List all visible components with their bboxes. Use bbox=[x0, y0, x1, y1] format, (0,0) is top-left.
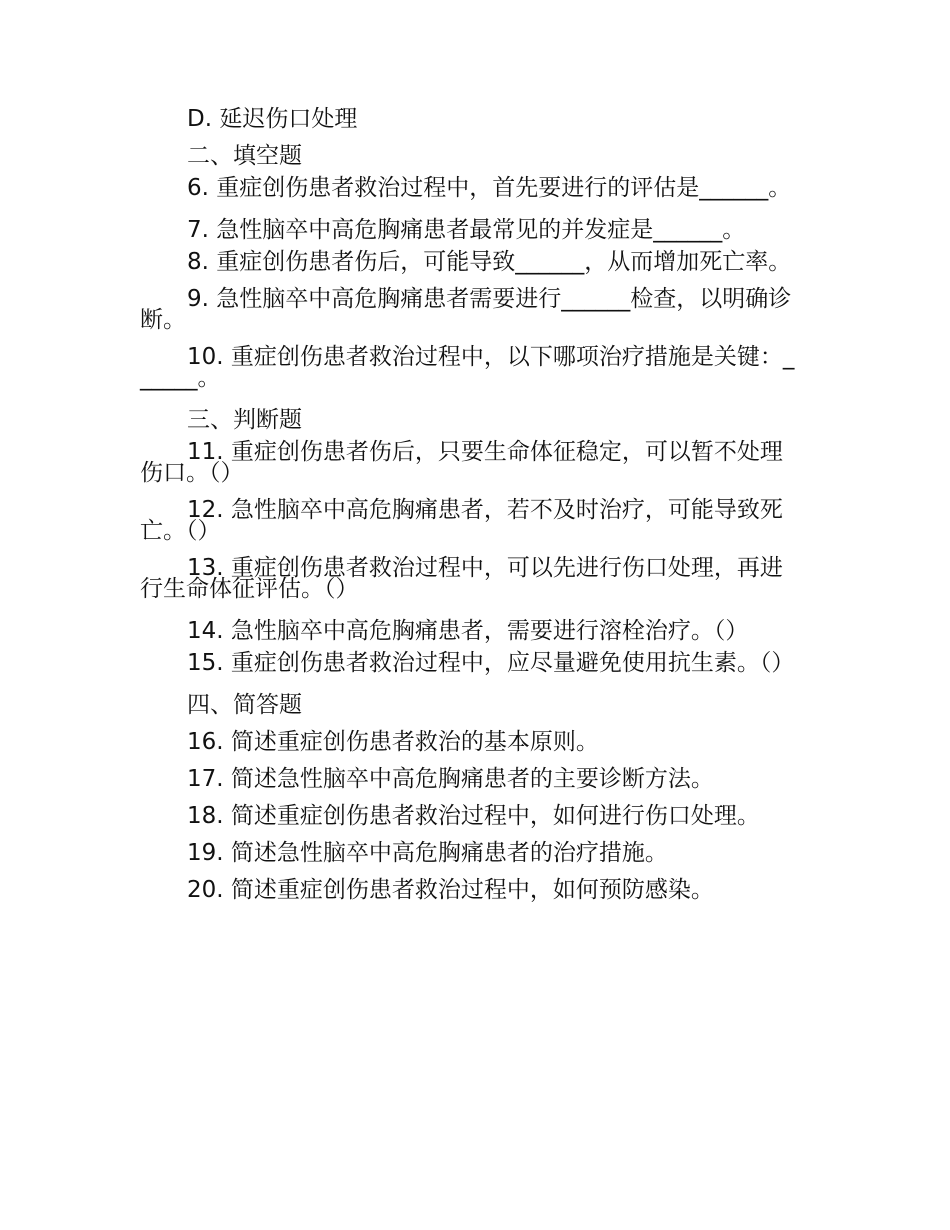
question-16: 16. 简述重症创伤患者救治的基本原则。 bbox=[187, 729, 599, 755]
question-18: 18. 简述重症创伤患者救治过程中，如何进行伤口处理。 bbox=[187, 803, 760, 829]
question-20: 20. 简述重症创伤患者救治过程中，如何预防感染。 bbox=[187, 877, 714, 903]
section-heading-short-answer: 四、简答题 bbox=[187, 692, 302, 718]
question-10: 10. 重症创伤患者救治过程中，以下哪项治疗措施是关键：______。 bbox=[140, 344, 795, 391]
question-19: 19. 简述急性脑卒中高危胸痛患者的治疗措施。 bbox=[187, 840, 668, 866]
question-7: 7. 急性脑卒中高危胸痛患者最常见的并发症是______。 bbox=[187, 217, 746, 243]
question-8: 8. 重症创伤患者伤后，可能导致______，从而增加死亡率。 bbox=[187, 249, 792, 275]
question-12: 12. 急性脑卒中高危胸痛患者，若不及时治疗，可能导致死亡。（） bbox=[140, 497, 783, 544]
question-13: 13. 重症创伤患者救治过程中，可以先进行伤口处理，再进行生命体征评估。（） bbox=[140, 555, 783, 602]
section-heading-fill-blank: 二、填空题 bbox=[187, 143, 302, 169]
question-14: 14. 急性脑卒中高危胸痛患者，需要进行溶栓治疗。（） bbox=[187, 618, 749, 644]
document-body bbox=[140, 104, 805, 912]
option-d-text: D. 延迟伤口处理 bbox=[187, 106, 358, 132]
question-11: 11. 重症创伤患者伤后，只要生命体征稳定，可以暂不处理伤口。（） bbox=[140, 439, 783, 486]
question-15: 15. 重症创伤患者救治过程中，应尽量避免使用抗生素。（） bbox=[187, 650, 795, 676]
question-9: 9. 急性脑卒中高危胸痛患者需要进行______检查，以明确诊断。 bbox=[140, 286, 792, 333]
section-heading-true-false: 三、判断题 bbox=[187, 407, 302, 433]
question-6: 6. 重症创伤患者救治过程中，首先要进行的评估是______。 bbox=[187, 175, 792, 201]
question-17: 17. 简述急性脑卒中高危胸痛患者的主要诊断方法。 bbox=[187, 766, 714, 792]
